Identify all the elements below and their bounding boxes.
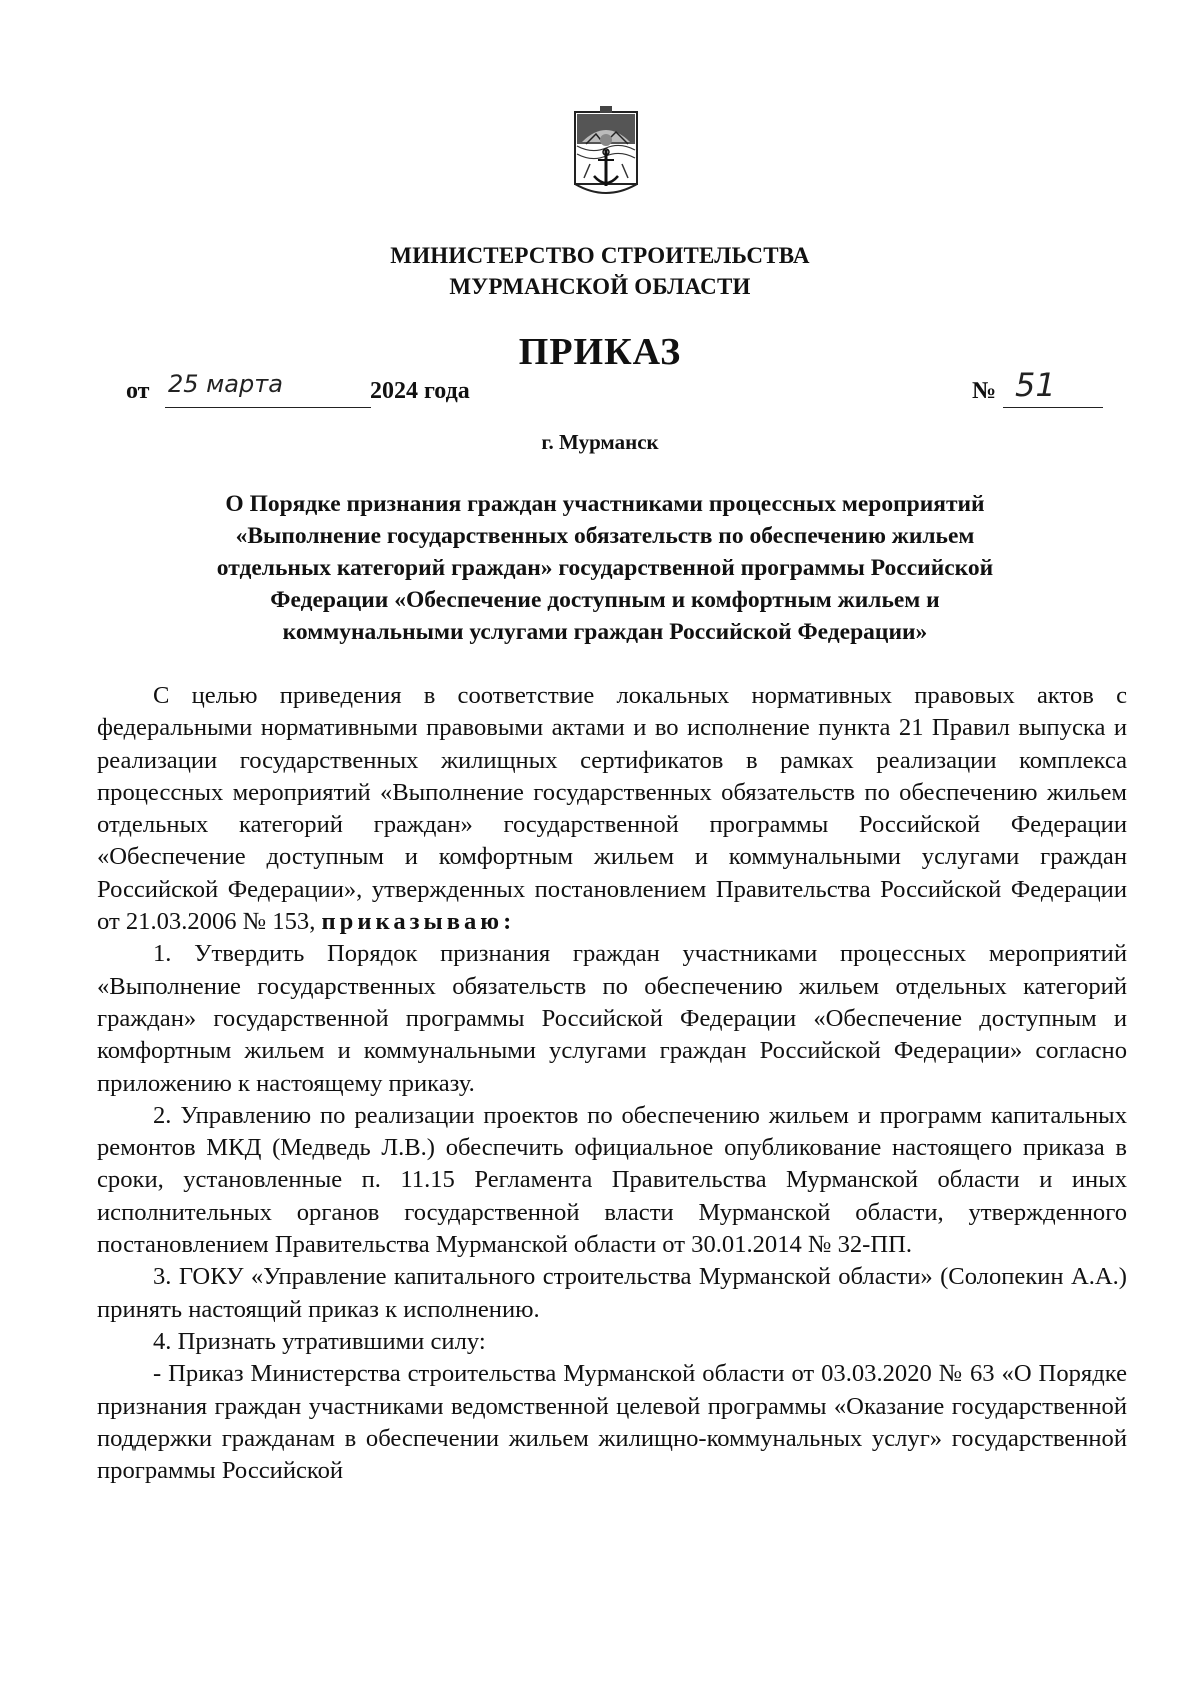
item-3: 3. ГОКУ «Управление капитального строительства Мурманской области» (Солопекин А.А.) принять настоящий приказ к исполнению. bbox=[97, 1263, 1127, 1323]
city: г. Мурманск bbox=[541, 430, 659, 454]
ministry-name bbox=[0, 240, 1200, 302]
number-underline bbox=[1003, 407, 1103, 408]
subject-line-2: «Выполнение государственных обязательств по обеспечению жильем bbox=[235, 523, 975, 549]
date-year: 2024 года bbox=[370, 378, 470, 404]
preamble-text: С целью приведения в соответствие локальных нормативных правовых актов с федеральными нормативными правовыми актами и во исполнение пункта 21 Правил выпуска и реализации государственных жилищных сертификатов в рамках реализации комплекса процессных мероприятий «Выполнение государственных обязательств по обеспечению жильем отдельных категорий граждан» государственной программы Российской Федерации «Обеспечение доступным и комфортным жильем и коммунальными услугами граждан Российской Федерации», утвержденных постановлением Правительства Российской Федерации от 21.03.2006 № 153, bbox=[97, 682, 1127, 936]
document-type: ПРИКАЗ bbox=[518, 331, 682, 373]
handwritten-date: 25 марта bbox=[168, 370, 283, 398]
subject-line-4: Федерации «Обеспечение доступным и комфортным жильем и bbox=[270, 587, 940, 613]
date-prefix: от bbox=[126, 378, 150, 404]
item-2: 2. Управлению по реализации проектов по обеспечению жильем и программ капитальных ремонтов МКД (Медведь Л.В.) обеспечить официальное опубликование настоящего приказа в сроки, установленные п. 11.15 Регламента Правительства Мурманской области и иных исполнительных органов государственной власти Мурманской области, утвержденного постановлением Правительства Мурманской области от 30.01.2014 № 32-ПП. bbox=[97, 1101, 1127, 1259]
subject-line-1: О Порядке признания граждан участниками процессных мероприятий bbox=[225, 491, 985, 517]
ministry-line-2: МУРМАНСКОЙ ОБЛАСТИ bbox=[449, 274, 751, 299]
order-word: приказываю: bbox=[321, 908, 516, 936]
ministry-line-1: МИНИСТЕРСТВО СТРОИТЕЛЬСТВА bbox=[390, 243, 810, 268]
date-number-row bbox=[0, 366, 1200, 418]
item-4-sub-1: - Приказ Министерства строительства Мурманской области от 03.03.2020 № 63 «О Порядке признания граждан участниками ведомственной целевой программы «Оказание государственной поддержки гражданам в обеспечении жильем жилищно-коммунальных услуг» государственной программы Российской bbox=[97, 1360, 1127, 1485]
date-underline bbox=[165, 407, 371, 408]
coat-of-arms-icon bbox=[572, 104, 640, 202]
handwritten-number: 51 bbox=[1015, 366, 1056, 404]
item-1: 1. Утвердить Порядок признания граждан участниками процессных мероприятий «Выполнение государственных обязательств по обеспечению жильем отдельных категорий граждан» государственной программы Российской Федерации «Обеспечение доступным и комфортным жильем и коммунальными услугами граждан Российской Федерации» согласно приложению к настоящему приказу. bbox=[97, 940, 1127, 1097]
number-prefix: № bbox=[972, 378, 997, 404]
order-subject bbox=[140, 488, 1070, 648]
order-body bbox=[97, 680, 1127, 1487]
preamble-paragraph bbox=[97, 680, 1127, 938]
item-4: 4. Признать утратившими силу: bbox=[153, 1327, 486, 1355]
subject-line-5: коммунальными услугами граждан Российской Федерации» bbox=[282, 619, 928, 645]
subject-line-3: отдельных категорий граждан» государственной программы Российской bbox=[216, 555, 994, 581]
